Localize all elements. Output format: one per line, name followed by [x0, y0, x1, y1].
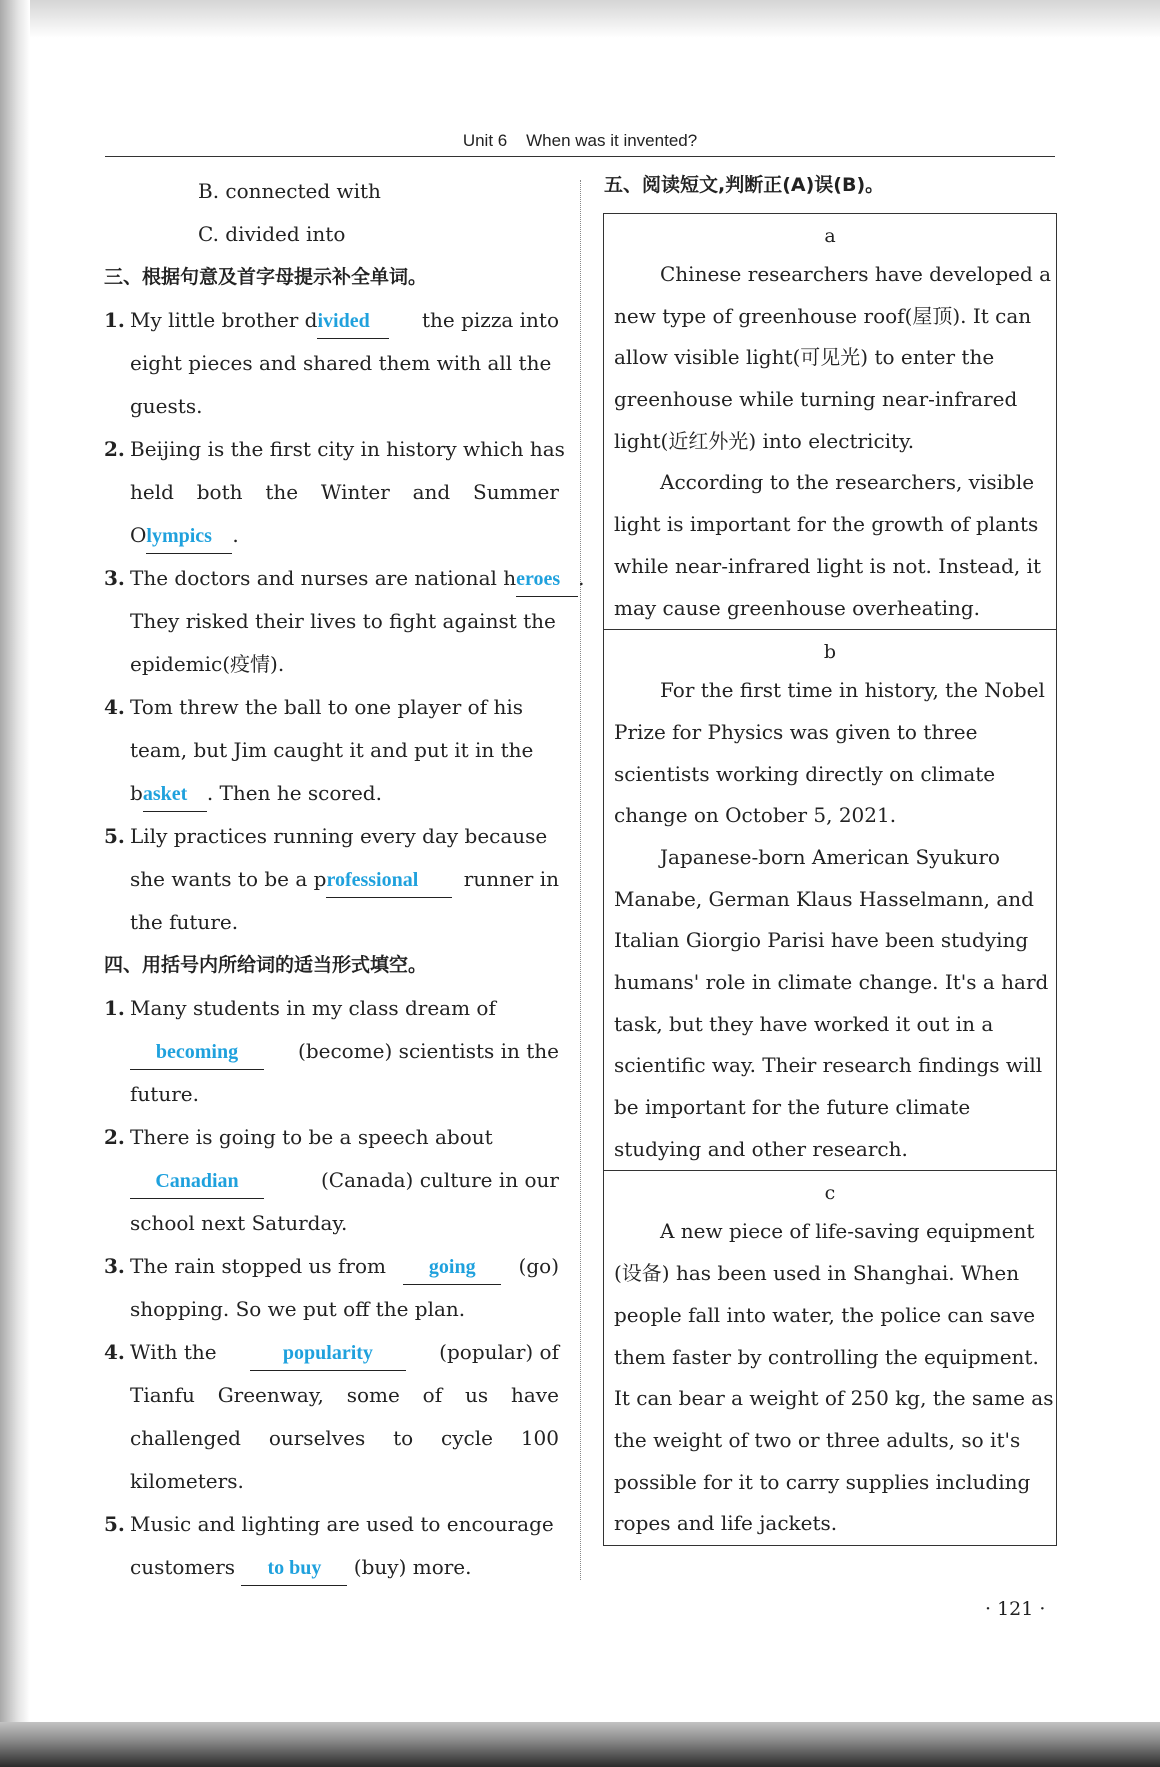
passage-a-line: may cause greenhouse overheating.	[614, 595, 981, 620]
passage-b-line: Italian Giorgio Parisi have been studying	[614, 928, 1029, 953]
s4-q3-answer: going	[428, 1256, 476, 1278]
s4-q4-line4: kilometers.	[130, 1469, 244, 1493]
s4-q5-answer-blank[interactable]	[241, 1550, 347, 1586]
option-c: C. divided into	[198, 222, 346, 246]
s3-q5-answer: rofessional	[326, 869, 419, 891]
passage-b-line: humans' role in climate change. It's a hard	[614, 970, 1049, 994]
s3-q4-line2: team, but Jim caught it and put it in the	[130, 738, 534, 762]
s4-q4-line2: Tianfu Greenway, some of us have	[130, 1383, 559, 1407]
s3-q1-line2: eight pieces and shared them with all the	[130, 351, 552, 375]
s3-q5-line2: she wants to be a professional runner in	[104, 858, 559, 901]
s4-q2-line3: school next Saturday.	[130, 1211, 348, 1235]
passage-c-line: ropes and life jackets.	[614, 1511, 838, 1536]
passage-c-line: them faster by controlling the equipment.	[614, 1344, 1039, 1369]
left-column	[104, 170, 585, 1589]
passage-b-line: Manabe, German Klaus Hasselmann, and	[614, 886, 1034, 911]
passage-a-line: light is important for the growth of plants	[614, 512, 1039, 537]
passage-b-line: studying and other research.	[614, 1136, 908, 1161]
s3-q2-line2: held both the Winter and Summer	[130, 480, 559, 504]
s3-q3-line2: They risked their lives to fight against the	[130, 609, 556, 633]
passage-b-line: scientific way. Their research findings will	[614, 1053, 1043, 1078]
passage-c	[604, 1171, 1056, 1545]
passage-a-line: Chinese researchers have developed a	[660, 262, 1052, 286]
s4-q2-answer-blank[interactable]	[130, 1163, 264, 1199]
option-b: B. connected with	[198, 179, 381, 203]
passage-b-label: b	[823, 641, 837, 664]
passage-c-label: c	[824, 1182, 836, 1205]
s4-q1-number: 1.	[104, 996, 125, 1020]
s3-q1-answer-blank[interactable]	[317, 303, 389, 339]
s3-q5-line3: the future.	[130, 910, 239, 934]
s3-q4-answer: asket	[142, 783, 188, 805]
s3-q4-line3: basket . Then he scored.	[104, 772, 559, 815]
s3-q2-answer-blank[interactable]	[146, 518, 232, 554]
s4-q4-line1: 4. With the popularity (popular) of	[104, 1331, 559, 1374]
passage-b-line: be important for the future climate	[614, 1095, 971, 1120]
s3-q2-line3: Olympics .	[104, 514, 559, 557]
passage-b-line: For the first time in history, the Nobel	[660, 678, 1045, 703]
s3-q4-answer-blank[interactable]	[143, 776, 207, 812]
s4-q3-line1: 3. The rain stopped us from going (go)	[104, 1245, 559, 1288]
passage-a-label: a	[824, 225, 836, 247]
s4-q5-line2: customers to buy (buy) more.	[104, 1546, 559, 1589]
s3-q3-number: 3.	[104, 566, 125, 590]
passage-b-line: task, but they have worked it out in a	[614, 1011, 994, 1036]
passage-c-line: It can bear a weight of 250 kg, the same as	[614, 1386, 1054, 1411]
s3-q2-number: 2.	[104, 437, 125, 461]
passage-c-line: people fall into water, the police can save	[614, 1302, 1036, 1327]
s3-q3-line1: 3. The doctors and nurses are national heroes .	[104, 557, 559, 600]
passage-a-line: According to the researchers, visible	[660, 470, 1035, 495]
s4-q5-number: 5.	[104, 1512, 125, 1536]
passage-c-line: possible for it to carry supplies including	[614, 1469, 1031, 1494]
s3-q5-number: 5.	[104, 824, 125, 848]
header-unit: Unit 6	[462, 131, 508, 150]
passage-b-line: Prize for Physics was given to three	[614, 719, 978, 744]
s4-q1-line3: future.	[130, 1082, 199, 1106]
s4-q3-number: 3.	[104, 1254, 125, 1278]
s3-q4-line1: 4. Tom threw the ball to one player of his	[104, 686, 559, 729]
column-divider	[580, 180, 581, 1580]
s4-q3-answer-blank[interactable]	[403, 1249, 501, 1285]
s4-q4-line3: challenged ourselves to cycle 100	[130, 1426, 559, 1450]
right-column	[603, 170, 1057, 1546]
s4-q2-answer: Canadian	[155, 1170, 239, 1192]
s4-q1-line2: becoming (become) scientists in the	[104, 1030, 559, 1073]
passage-a-line: allow visible light(可见光) to enter the	[614, 345, 995, 370]
s4-q1-answer: becoming	[155, 1041, 239, 1063]
passage-c-line: the weight of two or three adults, so it's	[614, 1427, 1021, 1452]
s4-q4-number: 4.	[104, 1340, 125, 1364]
passage-a-line: new type of greenhouse roof(屋顶). It can	[614, 303, 1032, 328]
s3-q2-line1: 2. Beijing is the first city in history which has	[104, 428, 559, 471]
section4-title: 四、用括号内所给词的适当形式填空。	[104, 954, 428, 976]
s3-q1-line3: guests.	[130, 394, 203, 418]
s4-q2-line1: 2. There is going to be a speech about	[104, 1116, 559, 1159]
s4-q2-line2: Canadian (Canada) culture in our	[104, 1159, 559, 1202]
passage-b-line: scientists working directly on climate	[614, 761, 996, 786]
passage-b	[604, 630, 1056, 1171]
s4-q1-answer-blank[interactable]	[130, 1034, 264, 1070]
s3-q3-line3: epidemic(疫情).	[130, 652, 285, 676]
s4-q5-line1: 5. Music and lighting are used to encourage	[104, 1503, 559, 1546]
s3-q3-answer: eroes	[516, 568, 561, 590]
page-number: · 121 ·	[985, 1598, 1046, 1620]
s3-q1-answer: ivided	[317, 310, 370, 332]
s3-q5-answer-blank[interactable]	[326, 862, 452, 898]
s3-q5-line1: 5. Lily practices running every day because	[104, 815, 559, 858]
s3-q4-number: 4.	[104, 695, 125, 719]
s4-q3-line2: shopping. So we put off the plan.	[130, 1297, 466, 1321]
passage-a	[604, 214, 1056, 630]
s3-q3-answer-blank[interactable]	[516, 561, 578, 597]
header-title: When was it invented?	[526, 131, 698, 150]
s4-q4-answer: popularity	[282, 1342, 373, 1364]
s4-q4-answer-blank[interactable]	[250, 1335, 406, 1371]
passage-a-line: while near-infrared light is not. Instead, it	[614, 553, 1042, 578]
s4-q5-answer: to buy	[267, 1557, 322, 1579]
passage-b-line: change on October 5, 2021.	[614, 803, 897, 828]
passage-a-line: greenhouse while turning near-infrared	[614, 387, 1018, 412]
s4-q2-number: 2.	[104, 1125, 125, 1149]
section5-title: 五、阅读短文,判断正(A)误(B)。	[604, 174, 885, 196]
s3-q1-line1: 1. My little brother divided the pizza into	[104, 299, 559, 342]
running-header	[105, 118, 1055, 157]
passage-a-line: light(近红外光) into electricity.	[614, 428, 915, 453]
s3-q2-answer: lympics	[146, 525, 212, 547]
passage-b-line: Japanese-born American Syukuro	[660, 844, 1000, 869]
passage-c-line: A new piece of life-saving equipment	[660, 1219, 1035, 1244]
s4-q1-line1: 1. Many students in my class dream of	[104, 987, 559, 1030]
s3-q1-number: 1.	[104, 308, 125, 332]
section3-title: 三、根据句意及首字母提示补全单词。	[104, 266, 428, 288]
bottom-band	[0, 1722, 1160, 1767]
passage-c-line: (设备) has been used in Shanghai. When	[614, 1261, 1020, 1286]
reading-passages-box	[603, 213, 1057, 1546]
